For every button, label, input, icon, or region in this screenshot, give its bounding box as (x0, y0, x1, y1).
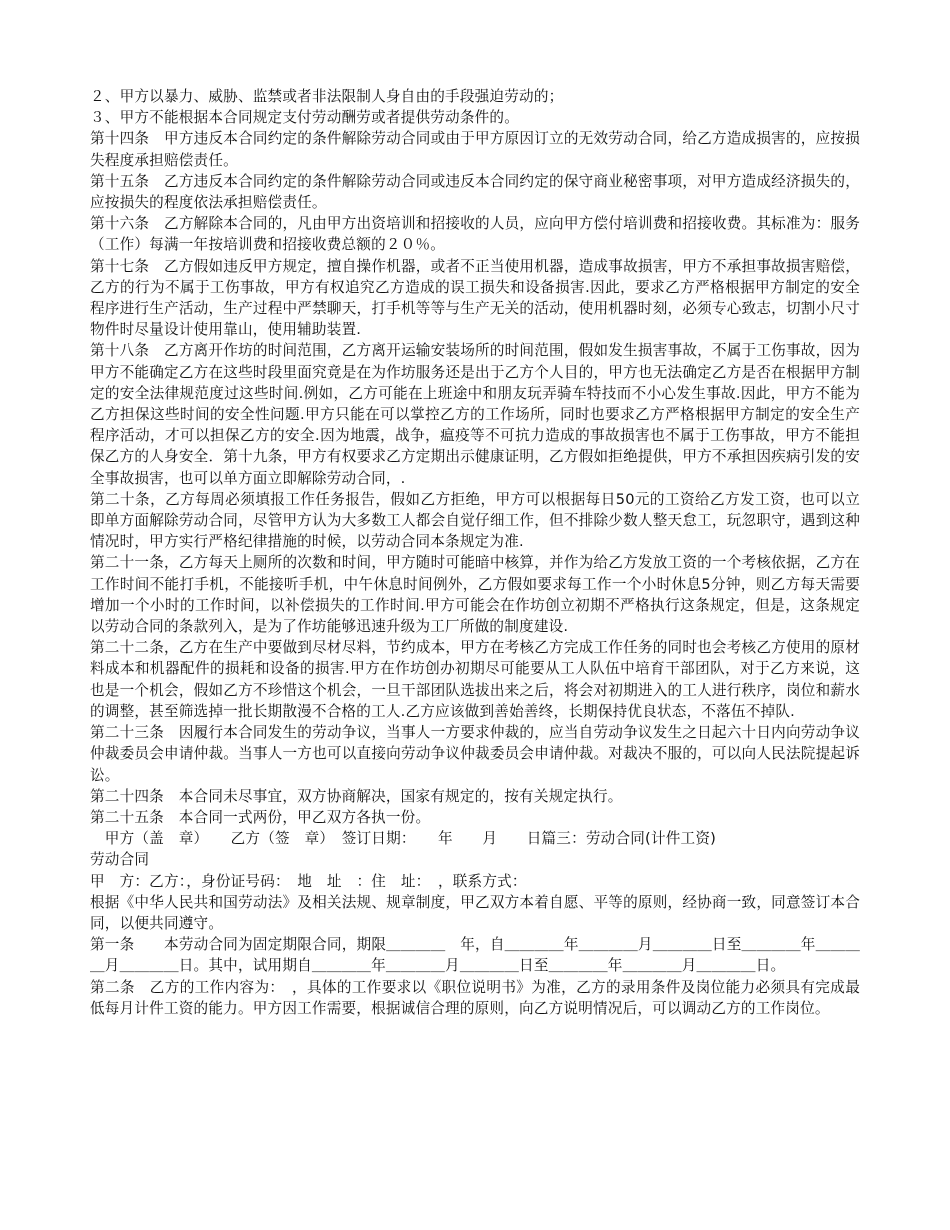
parties-line: 甲 方：乙方：，身份证号码： 地 址 ：住 址： ，联系方式： (90, 872, 527, 890)
article-25: 第二十五条 本合同一式两份，甲乙双方各执一份。 (90, 808, 431, 826)
signature-line: 甲方（盖 章） 乙方（签 章） 签订日期： 年 月 日篇三：劳动合同(计件工资) (90, 830, 717, 848)
article-21: 第二十一条，乙方每天上厕所的次数和时间，甲方随时可能暗中核算，并作为给乙方发放工资的一个考核依据，乙方在工作时间不能打手机，不能接听手机，中午休息时间例外，乙方假如要求每工作一个小时休息5分钟，则乙方每天需要增加一个小时的工作时间，以补偿损失的工作时间.甲方可能会在作坊创立初期不严格执行这条规定，但是，这条规定以劳动合同的条款列入，是为了作坊能够迅速升级为工厂所做的制度建设. (90, 554, 860, 636)
article-17: 第十七条 乙方假如违反甲方规定，擅自操作机器，或者不正当使用机器，造成事故损害，甲方不承担事故损害赔偿，乙方的行为不属于工伤事故，甲方有权追究乙方造成的误工损失和设备损害.因此，要求乙方严格根据甲方制定的安全程序进行生产活动，生产过程中严禁聊天，打手机等等与生产无关的活动，使用机器时刻，必须专心致志，切割小尺寸物件时尽量设计使用靠山，使用辅助装置. (90, 257, 860, 339)
document-page (90, 86, 860, 1019)
clause-2-violence: ２、甲方以暴力、威胁、监禁或者非法限制人身自由的手段强迫劳动的； (90, 88, 564, 105)
clause-3-payment: ３、甲方不能根据本合同规定支付劳动酬劳或者提供劳动条件的。 (90, 109, 520, 127)
preamble: 根据《中华人民共和国劳动法》及相关法规、规章制度，甲乙双方本着自愿、平等的原则，经协商一致，同意签订本合同，以便共同遵守。 (90, 893, 860, 932)
article-18-19: 第十八条 乙方离开作坊的时间范围，乙方离开运输安装场所的时间范围，假如发生损害事故，不属于工伤事故，因为甲方不能确定乙方在这些时段里面究竟是在为作坊服务还是出于乙方个人目的，甲方也无法确定乙方是否在根据甲方制定的安全法律规范度过这些时间.例如，乙方可能在上班途中和朋友玩弄骑车特技而不小心发生事故.因此，甲方不能为乙方担保这些时间的安全性问题.甲方只能在可以掌控乙方的工作场所，同时也要求乙方严格根据甲方制定的安全生产程序活动，才可以担保乙方的安全.因为地震，战争，瘟疫等不可抗力造成的事故损害也不属于工伤事故，甲方不能担保乙方的人身安全．第十九条，甲方有权要求乙方定期出示健康证明，乙方假如拒绝提供，甲方不承担因疾病引发的安全事故损害，也可以单方面立即解除劳动合同，. (90, 342, 860, 487)
article-22: 第二十二条，乙方在生产中要做到尽材尽料，节约成本，甲方在考核乙方完成工作任务的同时也会考核乙方使用的原材料成本和机器配件的损耗和设备的损害.甲方在作坊创办初期尽可能要从工人队伍中培育干部团队，对于乙方来说，这也是一个机会，假如乙方不珍惜这个机会，一旦干部团队选拔出来之后，将会对初期进入的工人进行秩序，岗位和薪水的调整，甚至筛选掉一批长期散漫不合格的工人.乙方应该做到善始善终，长期保持优良状态，不落伍不掉队. (90, 639, 860, 720)
article-15: 第十五条 乙方违反本合同约定的条件解除劳动合同或违反本合同约定的保守商业秘密事项，对甲方造成经济损失的，应按损失的程度依法承担赔偿责任。 (90, 172, 860, 212)
article-16: 第十六条 乙方解除本合同的，凡由甲方出资培训和招接收的人员，应向甲方偿付培训费和招接收费。其标准为：服务（工作）每满一年按培训费和招接收费总额的２０％。 (90, 215, 860, 254)
article-1-term: 第一条 本劳动合同为固定期限合同，期限＿＿＿＿ 年，自＿＿＿＿年＿＿＿＿月＿＿＿＿日至＿＿＿＿年＿＿＿＿月＿＿＿＿日。其中，试用期自＿＿＿＿年＿＿＿＿月＿＿＿＿日至＿＿＿＿年＿＿＿＿月＿＿＿＿日。 (90, 936, 860, 975)
article-24: 第二十四条 本合同未尽事宜，双方协商解决，国家有规定的，按有关规定执行。 (90, 787, 623, 805)
article-14: 第十四条 甲方违反本合同约定的条件解除劳动合同或由于甲方原因订立的无效劳动合同，给乙方造成损害的，应按损失程度承担赔偿责任。 (90, 130, 860, 169)
article-2-duties: 第二条 乙方的工作内容为： ，具体的工作要求以《职位说明书》为准，乙方的录用条件及岗位能力必须具有完成最低每月计件工资的能力。甲方因工作需要，根据诚信合理的原则，向乙方说明情况后，可以调动乙方的工作岗位。 (90, 978, 860, 1017)
contract-title: 劳动合同 (90, 851, 150, 869)
article-20: 第二十条，乙方每周必须填报工作任务报告，假如乙方拒绝，甲方可以根据每日50元的工资给乙方发工资，也可以立即单方面解除劳动合同，尽管甲方认为大多数工人都会自觉仔细工作，但不排除少数人整天怠工，玩忽职守，遇到这种情况时，甲方实行严格纪律措施的时候，以劳动合同本条规定为准. (90, 490, 860, 551)
article-23: 第二十三条 因履行本合同发生的劳动争议，当事人一方要求仲裁的，应当自劳动争议发生之日起六十日内向劳动争议仲裁委员会申请仲裁。当事人一方也可以直接向劳动争议仲裁委员会申请仲裁。对裁决不服的，可以向人民法院提起诉讼。 (90, 724, 860, 784)
